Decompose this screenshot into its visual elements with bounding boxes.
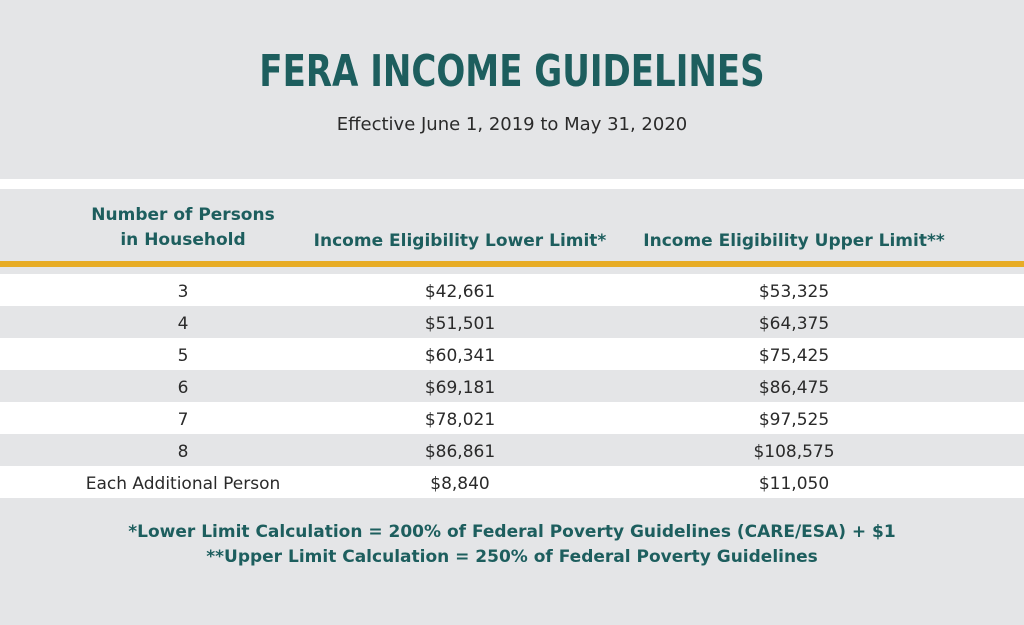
upper-limit-cell: $75,425 bbox=[758, 346, 830, 366]
persons-cell: 5 bbox=[177, 346, 189, 366]
lower-limit-cell: $78,021 bbox=[424, 410, 496, 430]
page-title: FERA INCOME GUIDELINES bbox=[259, 46, 765, 97]
column-header-persons-line2: in Household bbox=[120, 230, 246, 250]
effective-date: Effective June 1, 2019 to May 31, 2020 bbox=[336, 114, 688, 135]
upper-limit-cell: $97,525 bbox=[758, 410, 830, 430]
lower-limit-cell: $42,661 bbox=[424, 282, 496, 302]
table-row bbox=[0, 370, 1024, 402]
upper-limit-cell: $86,475 bbox=[758, 378, 830, 398]
table-row bbox=[0, 402, 1024, 434]
column-header-persons bbox=[70, 203, 296, 253]
column-header-lower-limit: Income Eligibility Lower Limit* bbox=[313, 231, 607, 251]
lower-limit-cell: $8,840 bbox=[430, 474, 490, 494]
persons-cell: Each Additional Person bbox=[85, 474, 281, 494]
lower-limit-cell: $60,341 bbox=[424, 346, 496, 366]
lower-limit-cell: $51,501 bbox=[424, 314, 496, 334]
persons-cell: 8 bbox=[177, 442, 189, 462]
column-header-persons-line1: Number of Persons bbox=[91, 205, 275, 225]
upper-limit-cell: $11,050 bbox=[758, 474, 830, 494]
persons-cell: 7 bbox=[177, 410, 189, 430]
table-row bbox=[0, 274, 1024, 306]
table-row bbox=[0, 338, 1024, 370]
lower-limit-cell: $69,181 bbox=[424, 378, 496, 398]
divider-band bbox=[0, 179, 1024, 189]
column-header-upper-limit: Income Eligibility Upper Limit** bbox=[643, 231, 945, 251]
table-row bbox=[0, 306, 1024, 338]
header-rule bbox=[0, 261, 1024, 267]
lower-limit-footnote: *Lower Limit Calculation = 200% of Federal Poverty Guidelines (CARE/ESA) + $1 bbox=[128, 522, 896, 542]
persons-cell: 4 bbox=[177, 314, 189, 334]
table-row bbox=[0, 466, 1024, 498]
table-row bbox=[0, 434, 1024, 466]
upper-limit-cell: $53,325 bbox=[758, 282, 830, 302]
upper-limit-cell: $108,575 bbox=[753, 442, 835, 462]
upper-limit-footnote: **Upper Limit Calculation = 250% of Federal Poverty Guidelines bbox=[206, 547, 818, 567]
upper-limit-cell: $64,375 bbox=[758, 314, 830, 334]
income-table bbox=[0, 274, 1024, 498]
persons-cell: 6 bbox=[177, 378, 189, 398]
persons-cell: 3 bbox=[177, 282, 189, 302]
lower-limit-cell: $86,861 bbox=[424, 442, 496, 462]
